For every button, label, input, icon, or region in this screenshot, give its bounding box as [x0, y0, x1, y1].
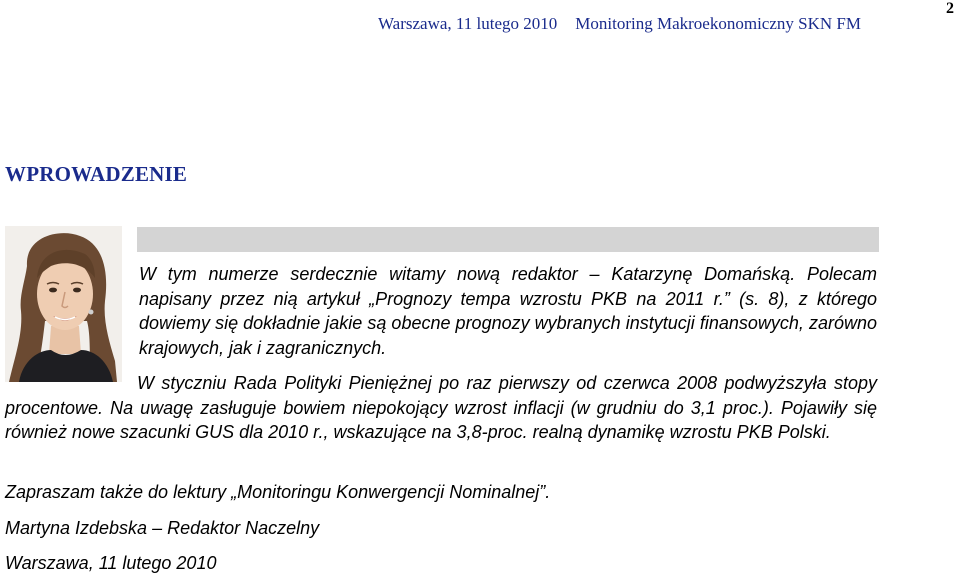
- intro-paragraph-2: W styczniu Rada Polityki Pieniężnej po raz pierwszy od czerwca 2008 podwyższyła stopy procentowe. Na uwagę zasługuje bowiem niepokojący wzrost inflacji (w grudniu do 3,1 proc.). Pojawiły się również nowe szacunki GUS dla 2010 r., wskazujące na 3,8-proc. realną dynamikę wzrostu PKB Polski.: [5, 373, 877, 442]
- page-number: 2: [946, 0, 954, 17]
- header-date: Warszawa, 11 lutego 2010: [378, 14, 558, 33]
- closing-date: Warszawa, 11 lutego 2010: [5, 553, 217, 573]
- intro-paragraph-1: W tym numerze serdecznie witamy nową redaktor – Katarzynę Domańską. Polecam napisany przez nią artykuł „Prognozy tempa wzrostu PKB na 2011 r.” (s. 8), z którego dowiemy się dokładnie jakie są obecne prognozy wybranych instytucji finansowych, zarówno krajowych, jak i zagranicznych.: [139, 264, 877, 358]
- reading-invitation: Zapraszam także do lektury „Monitoringu Konwergencji Nominalnej”.: [5, 482, 551, 502]
- portrait-photo: [5, 226, 122, 382]
- header-publication: Monitoring Makroekonomiczny SKN FM: [575, 14, 861, 33]
- decorative-bar: [137, 227, 879, 252]
- section-title: WPROWADZENIE: [5, 162, 188, 186]
- page-header: [378, 14, 861, 34]
- editor-signature: Martyna Izdebska – Redaktor Naczelny: [5, 518, 320, 538]
- portrait-illustration: [5, 226, 122, 382]
